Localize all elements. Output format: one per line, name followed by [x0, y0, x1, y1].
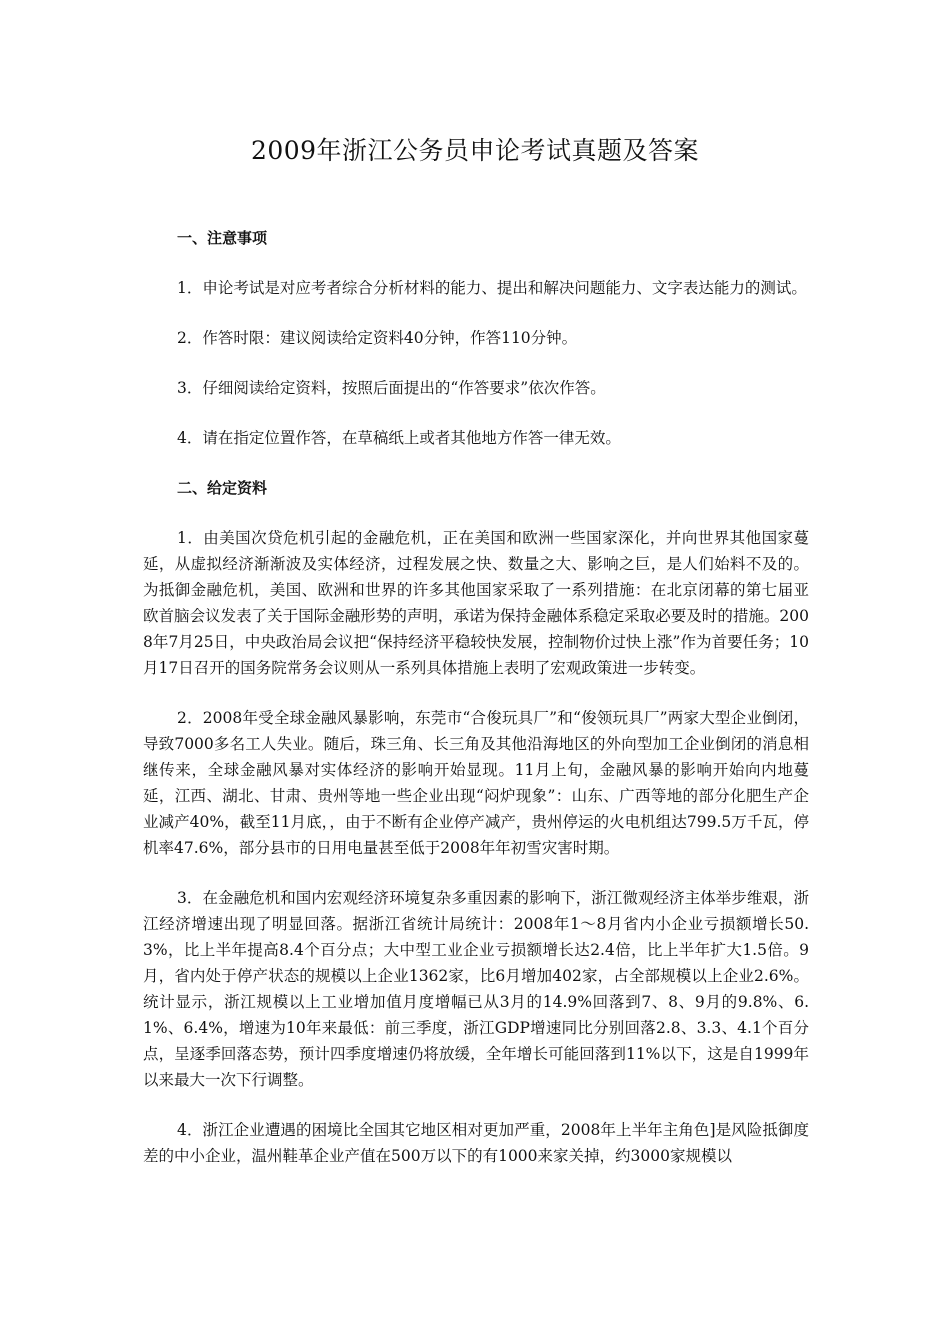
section-heading-materials: 二、给定资料: [177, 479, 268, 497]
material-paragraph-2: 2．2008年受全球金融风暴影响，东莞市“合俊玩具厂”和“俊领玩具厂”两家大型企业倒闭，导致7000多名工人失业。随后，珠三角、长三角及其他沿海地区的外向型加工企业倒闭的消息相继传来，全球金融风暴对实体经济的影响开始显现。11月上旬，金融风暴的影响开始向内地蔓延，江西、湖北、甘肃、贵州等地一些企业出现“闷炉现象”：山东、广西等地的部分化肥生产企业减产40%，截至11月底，，由于不断有企业停产减产，贵州停运的火电机组达799.5万千瓦，停机率47.6%，部分县市的日用电量甚至低于2008年年初雪灾害时期。: [143, 709, 809, 857]
material-paragraph-4: 4．浙江企业遭遇的困境比全国其它地区相对更加严重，2008年上半年主角色]是风险抵御度差的中小企业，温州鞋革企业产值在500万以下的有1000来家关掉，约3000家规模以: [143, 1121, 809, 1165]
material-paragraph-1: 1．由美国次贷危机引起的金融危机，正在美国和欧洲一些国家深化，并向世界其他国家蔓延，从虚拟经济渐渐波及实体经济，过程发展之快、数量之大、影响之巨，是人们始料不及的。为抵御金融危机，美国、欧洲和世界的许多其他国家采取了一系列措施：在北京闭幕的第七届亚欧首脑会议发表了关于国际金融形势的声明，承诺为保持金融体系稳定采取必要及时的措施。2008年7月25日，中央政治局会议把“保持经济平稳较快发展，控制物价过快上涨”作为首要任务；10月17日召开的国务院常务会议则从一系列具体措施上表明了宏观政策进一步转变。: [143, 529, 809, 677]
section-heading-notes: 一、注意事项: [177, 229, 268, 247]
notes-item-2: 2．作答时限：建议阅读给定资料40分钟，作答110分钟。: [177, 329, 578, 347]
notes-item-4: 4．请在指定位置作答，在草稿纸上或者其他地方作答一律无效。: [177, 429, 621, 447]
notes-item-1: 1．申论考试是对应考者综合分析材料的能力、提出和解决问题能力、文字表达能力的测试。: [177, 279, 807, 297]
document-body: [143, 225, 809, 1169]
notes-item-3: 3．仔细阅读给定资料，按照后面提出的“作答要求”依次作答。: [177, 379, 606, 397]
material-paragraph-3: 3．在金融危机和国内宏观经济环境复杂多重因素的影响下，浙江微观经济主体举步维艰，浙江经济增速出现了明显回落。据浙江省统计局统计：2008年1～8月省内小企业亏损额增长50.3%，比上半年提高8.4个百分点；大中型工业企业亏损额增长达2.4倍，比上半年扩大1.5倍。9月，省内处于停产状态的规模以上企业1362家，比6月增加402家，占全部规模以上企业2.6%。统计显示，浙江规模以上工业增加值月度增幅已从3月的14.9%回落到7、8、9月的9.8%、6.1%、6.4%，增速为10年来最低：前三季度，浙江GDP增速同比分别回落2.8、3.3、4.1个百分点，呈逐季回落态势，预计四季度增速仍将放缓，全年增长可能回落到11%以下，这是自1999年以来最大一次下行调整。: [143, 889, 809, 1089]
document-title: 2009年浙江公务员申论考试真题及答案: [250, 136, 700, 165]
